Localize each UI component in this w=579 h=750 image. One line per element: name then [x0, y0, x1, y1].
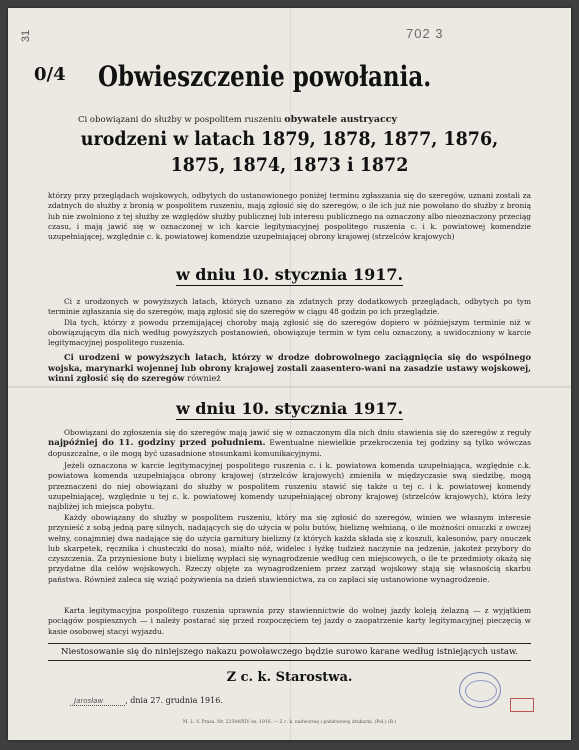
- intro-text: Ci obowiązani do służby w pospolitem ruszeniu: [78, 115, 282, 125]
- printer-imprint: M. L. V. Prasa. Nr. 22544/XIV ex. 1916. — Z c. k. nadwornej i państwowej drukarni. (Pol.) (B.): [182, 720, 397, 725]
- date-heading-1-text: w dniu 10. stycznia 1917.: [175, 265, 404, 284]
- years-heading-2: 1875, 1874, 1873 i 1872: [170, 154, 409, 176]
- date-heading-1: [8, 265, 571, 284]
- years-heading-1: urodzeni w latach 1879, 1878, 1877, 1876,: [80, 128, 499, 150]
- document-code: 0/4: [34, 64, 66, 85]
- issue-date: , dnia 27. grudnia 1916.: [125, 696, 223, 705]
- railway-text: Karta legitymacyjna pospolitego ruszenia uprawnia przy stawiennictwie do wolnej jazdy koleją żelazną — z wyjątkiem pociągów pospiesznych — i należy postarać się przed rozpoczęciem tej jazdy o zaopatrzenie karty legitymacyjnej pieczęcią w kasie osobowej stacyi wyjazdu.: [48, 606, 531, 636]
- paragraph-railway: [48, 606, 531, 637]
- small-red-stamp-icon: [510, 698, 534, 712]
- issuing-office: Z c. k. Starostwa.: [226, 670, 353, 685]
- paragraph-relocation: [48, 461, 531, 512]
- reporting-time-deadline: najpóźniej do 11. godziny przed południem.: [48, 438, 266, 449]
- equipment-text: Każdy obowiązany do służby w pospolitem ruszeniu, który ma się zgłosić do szeregów, winien we własnym interesie przynieść z sobą jedną parę silnych, nadających się do użycia w polu butów, bieliznę wełnianą, o ile możności onuczki z owczej wełny, conajmniej dwa nadające się do użycia garnitury bielizny (z których każda składa się z koszuli, kalesonów, pary onuczek lub skarpetek, ręcznika i chusteczki do nosa), miałto nóż, widelec i łyżkę tudzież naczynie na jedzenie, jakoteż przybory do czyszczenia. Za przyniesione buty i bieliznę wypłaci się wynagrodzenie według cen miejscowych, o ile te przedmioty okażą się przydatne dla celów wojskowych. Rzeczy objęte za wynagrodzeniem przez zarząd wojskowy stają się własnością skarbu państwa. Również zaleca się wziąć pożywienia na dzień stawiennictwa, za co zapłaci się ustanowione wynagrodzenie.: [48, 513, 531, 584]
- fold-line-horizontal: [8, 386, 571, 388]
- volunteers-text: Ci urodzeni w powyższych latach, którzy w drodze dobrowolnego zaciągnięcia się do wspólnego wojska, marynarki wojennej lub obrony krajowej zostali zaasentero-wani na zasadzie ustawy wojskowej, winni zgłosić się do szeregów: [48, 352, 531, 384]
- paragraph-additional-1: Ci z urodzonych w powyższych latach, których uznano za zdatnych przy dodatkowych przeglądach, odbytych po tym terminie zgłaszania się do szeregów, mają zgłosić się do szeregów w ciągu 48 godzin po ich przeglądzie.: [48, 297, 531, 317]
- reporting-time-start: Obowiązani do zgłoszenia się do szeregów mają jawić się w oznaczonym dla nich dniu stawienia się do szeregów z reguły: [64, 428, 531, 437]
- reporting-time-end: Ewentualne niewielkie przekroczenia tej godziny są tylko wówczas dopuszczalne, o ile mogą być uzasadnione stosunkami komunikacyjnymi.: [48, 438, 531, 458]
- paragraph-volunteers: [48, 352, 531, 384]
- volunteers-tail: również: [187, 373, 221, 384]
- paragraph-additional-2: Dla tych, którzy z powodu przemijającej choroby mają zgłosić się do szeregów dopiero w późniejszym terminie niż w obowiązującym dla nich według powyższych postanowień, obowiązuje termin w tym celu oznaczony, a uwidoczniony w karcie legitymacyjnej pospolitego ruszenia.: [48, 317, 531, 348]
- archive-mark: 31: [20, 29, 33, 43]
- place-date-line: [70, 696, 223, 705]
- paragraph-reporting-time: [48, 428, 531, 459]
- place-handwritten: Jarosław: [70, 697, 125, 706]
- paragraph-equipment: [48, 513, 531, 585]
- relocation-text: Jeżeli oznaczona w karcie legitymacyjnej pospolitego ruszenia c. i k. powiatowa komenda uzupełniająca, względnie c.k. powiatowa komenda uzupełniająca obrony krajowej (strzelców krajowych) zmieniła w międzyczasie swą siedzibę, mogą przeznaczeni do niej obowiązani do służby w pospolitem ruszeniu stawić się także u tej c. i k. powiatowej komendy uzupełniającej, względnie u tej c. k. powiatowej komendy uzupełniającej obrony krajowej (strzelców krajowych), która leży najbliżej ich miejsca pobytu.: [48, 461, 531, 512]
- intro-emphasis: obywatele austryaccy: [284, 114, 398, 125]
- date-heading-2: [8, 399, 571, 418]
- date-heading-2-text: w dniu 10. stycznia 1917.: [175, 399, 404, 418]
- paragraph-additional: [48, 297, 531, 348]
- archive-stamp-icon: [459, 672, 501, 708]
- poster-sheet: [8, 8, 571, 740]
- archive-number: 702 3: [406, 26, 444, 41]
- paragraph-obligation: którzy przy przeglądach wojskowych, odbytych do ustanowionego poniżej terminu zgłaszania się do szeregów, uznani zostali za zdatnych do służby z bronią w pospolitem ruszeniu, mają zgłosić się do szeregów, o ile ich już nie powołano do służby z bronią lub nie zwolniono z tej służby ze względów służby publicznej lub interesu publicznego na oznaczony albo nieoznaczony przeciąg czasu, i mają jawić się w oznaczonej w ich karcie legitymacyjnej pospolitego ruszenia c. i k. powiatowej komendzie uzupełniającej, względnie c. k. powiatowej komendzie uzupełniającej obrony krajowej (strzelców krajowych): [48, 191, 531, 242]
- noncompliance-notice: Niestosowanie się do niniejszego nakazu powoławczego będzie surowo karane według istniejących ustaw.: [48, 643, 531, 661]
- page-title: Obwieszczenie powołania.: [98, 60, 432, 93]
- intro-line: [78, 114, 538, 125]
